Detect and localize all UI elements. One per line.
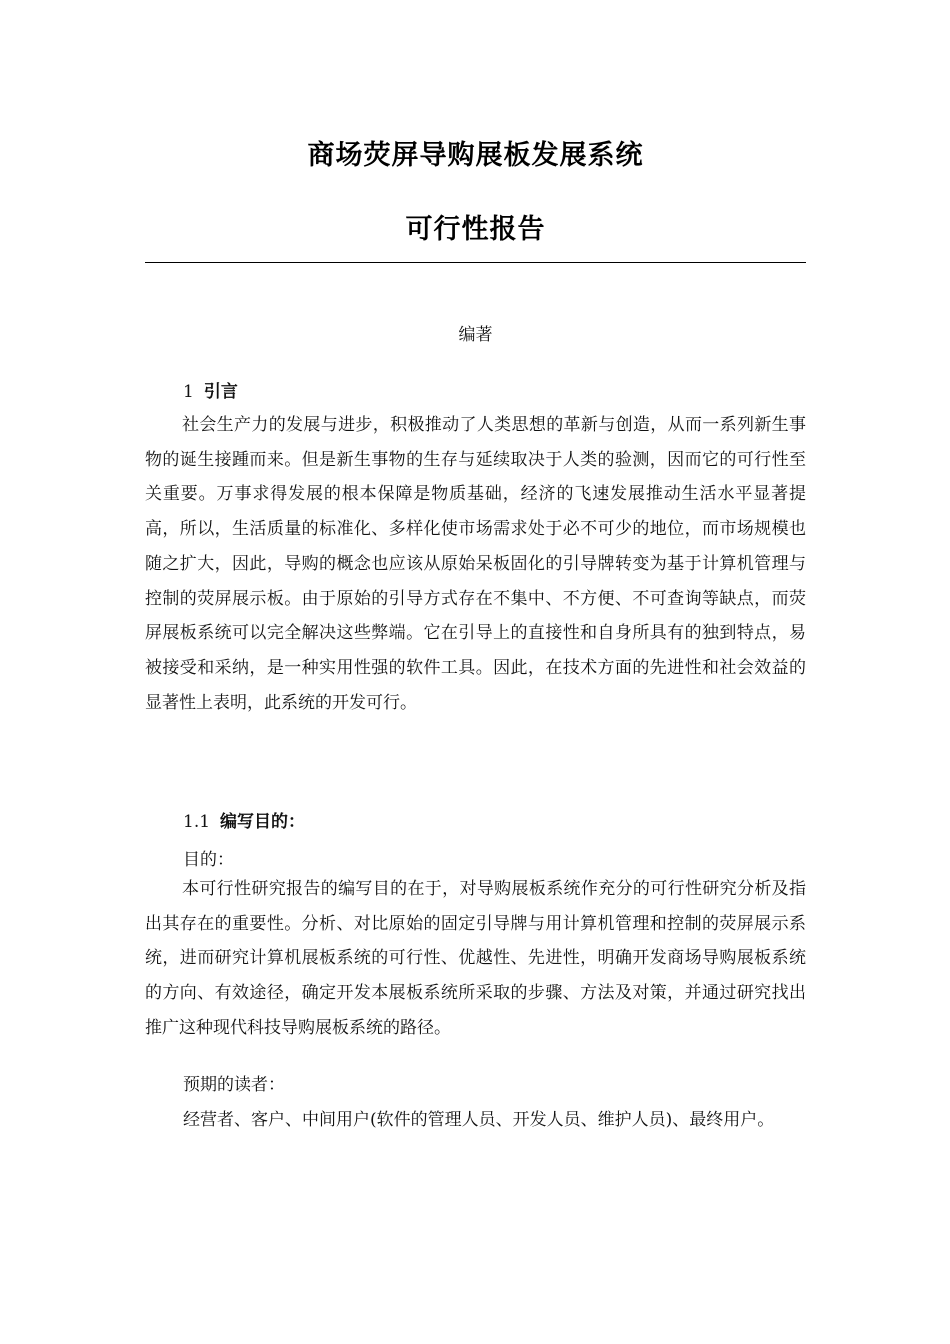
document-title-line1: 商场荧屏导购展板发展系统 xyxy=(307,140,644,171)
section-1-1-heading xyxy=(183,807,305,832)
purpose-body: 本可行性研究报告的编写目的在于，对导购展板系统作充分的可行性研究分析及指出其存在的重要性。分析、对比原始的固定引导牌与用计算机管理和控制的荧屏展示系统，进而研究计算机展板系统的可行性、优越性、先进性，明确开发商场导购展板系统的方向、有效途径，确定开发本展板系统所采取的步骤、方法及对策，并通过研究找出推广这种现代科技导购展板系统的路径。 xyxy=(145,879,806,1038)
section-1-body: 社会生产力的发展与进步，积极推动了人类思想的革新与创造，从而一系列新生事物的诞生接踵而来。但是新生事物的生存与延续取决于人类的验测，因而它的可行性至关重要。万事求得发展的根本保障是物质基础，经济的飞速发展推动生活水平显著提高，所以，生活质量的标准化、多样化使市场需求处于必不可少的地位，而市场规模也随之扩大，因此，导购的概念也应该从原始呆板固化的引导牌转变为基于计算机管理与控制的荧屏展示板。由于原始的引导方式存在不集中、不方便、不可查询等缺点，而荧屏展板系统可以完全解决这些弊端。它在引导上的直接性和自身所具有的独到特点，易被接受和采纳，是一种实用性强的软件工具。因此，在技术方面的先进性和社会效益的显著性上表明，此系统的开发可行。 xyxy=(145,415,806,713)
document-title-line2: 可行性报告 xyxy=(405,214,546,245)
author-line: 编著 xyxy=(458,325,493,345)
section-1-heading xyxy=(183,377,238,402)
section-1-1-number: 1.1 xyxy=(183,812,211,832)
purpose-label: 目的： xyxy=(183,850,234,870)
readers-label: 预期的读者： xyxy=(183,1075,285,1095)
title-divider xyxy=(145,262,806,263)
section-1-1-title: 编写目的： xyxy=(220,812,306,832)
section-1-title: 引言 xyxy=(203,382,238,402)
readers-body: 经营者、客户、中间用户(软件的管理人员、开发人员、维护人员)、最终用户。 xyxy=(183,1110,775,1130)
section-1-number: 1 xyxy=(183,382,194,402)
